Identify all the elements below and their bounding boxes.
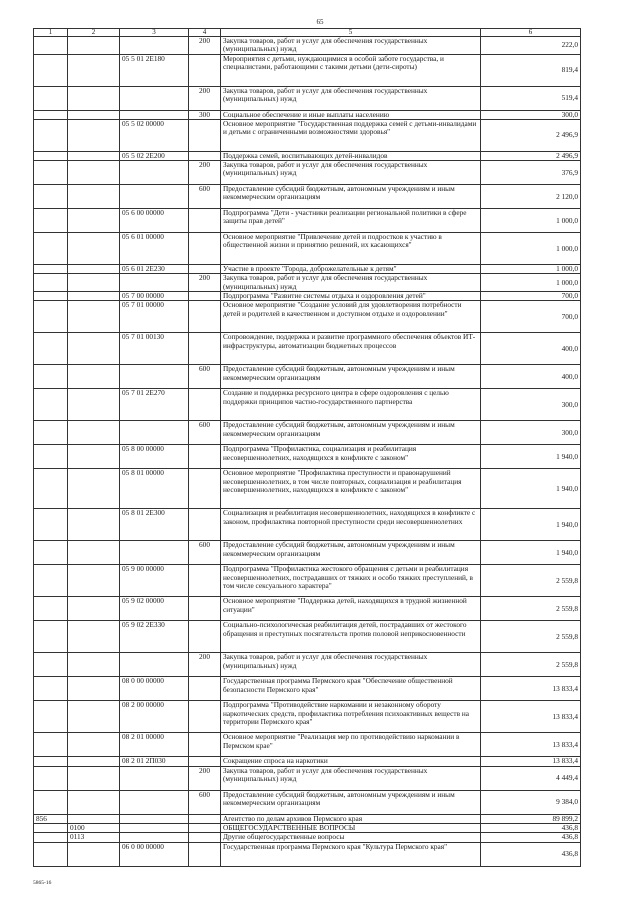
admin-code-cell <box>34 37 68 55</box>
section-code-cell <box>68 233 120 265</box>
target-code-cell: 05 8 01 2Е300 <box>120 509 189 541</box>
admin-code-cell <box>34 86 68 110</box>
admin-code-cell <box>34 541 68 565</box>
amount-cell: 1 940,0 <box>481 541 581 565</box>
target-code-cell: 08 2 01 00000 <box>120 733 189 757</box>
amount-cell: 2 496,9 <box>481 119 581 151</box>
budget-table <box>33 28 581 867</box>
table-row <box>34 151 581 160</box>
expense-type-cell <box>189 301 221 333</box>
table-row <box>34 842 581 866</box>
section-code-cell <box>68 292 120 301</box>
column-header: 4 <box>189 29 221 37</box>
description-cell: ОБЩЕГОСУДАРСТВЕННЫЕ ВОПРОСЫ <box>221 823 481 832</box>
expense-type-cell <box>189 54 221 86</box>
amount-cell: 2 496,9 <box>481 151 581 160</box>
admin-code-cell <box>34 823 68 832</box>
table-row <box>34 161 581 185</box>
target-code-cell: 05 5 01 2Е180 <box>120 54 189 86</box>
table-row <box>34 119 581 151</box>
admin-code-cell <box>34 185 68 209</box>
amount-cell: 1 000,0 <box>481 233 581 265</box>
amount-cell: 300,0 <box>481 110 581 119</box>
target-code-cell <box>120 790 189 814</box>
expense-type-cell <box>189 677 221 701</box>
table-row <box>34 274 581 292</box>
expense-type-cell <box>189 292 221 301</box>
expense-type-cell: 200 <box>189 653 221 677</box>
description-cell: Основное мероприятие "Привлечение детей и подростков к участию в общественной жизни и принятию решений, их касающихся" <box>221 233 481 265</box>
admin-code-cell <box>34 677 68 701</box>
amount-cell: 436,8 <box>481 833 581 842</box>
section-code-cell <box>68 274 120 292</box>
description-cell: Основное мероприятие "Создание условий для удовлетворения потребности детей и родителей в качественном и доступном отдыхе и оздоровлении" <box>221 301 481 333</box>
table-row <box>34 733 581 757</box>
expense-type-cell: 600 <box>189 185 221 209</box>
column-header: 2 <box>68 29 120 37</box>
section-code-cell <box>68 597 120 621</box>
target-code-cell: 05 5 02 2Е200 <box>120 151 189 160</box>
amount-cell: 1 940,0 <box>481 469 581 509</box>
description-cell: Социализация и реабилитация несовершеннолетних, находящихся в конфликте с законом, профилактика повторной преступности среди несовершеннолетних <box>221 509 481 541</box>
table-row <box>34 757 581 766</box>
section-code-cell <box>68 677 120 701</box>
target-code-cell <box>120 814 189 823</box>
amount-cell: 300,0 <box>481 421 581 445</box>
section-code-cell <box>68 119 120 151</box>
column-header: 3 <box>120 29 189 37</box>
amount-cell: 400,0 <box>481 365 581 389</box>
target-code-cell <box>120 766 189 790</box>
admin-code-cell <box>34 790 68 814</box>
expense-type-cell <box>189 233 221 265</box>
admin-code-cell <box>34 842 68 866</box>
section-code-cell <box>68 365 120 389</box>
expense-type-cell <box>189 509 221 541</box>
description-cell: Основное мероприятие "Реализация мер по противодействию наркомании в Пермском крае" <box>221 733 481 757</box>
expense-type-cell: 600 <box>189 790 221 814</box>
amount-cell: 9 384,0 <box>481 790 581 814</box>
amount-cell: 436,8 <box>481 823 581 832</box>
expense-type-cell: 200 <box>189 274 221 292</box>
section-code-cell <box>68 265 120 274</box>
description-cell: Участие в проекте "Города, доброжелательные к детям" <box>221 265 481 274</box>
target-code-cell <box>120 421 189 445</box>
description-cell: Подпрограмма "Профилактика жестокого обращения с детьми и реабилитация несовершеннолетних, пострадавших от тяжких и особо тяжких преступлений, в том числе сексуального характера" <box>221 565 481 597</box>
admin-code-cell <box>34 333 68 365</box>
table-row <box>34 209 581 233</box>
expense-type-cell: 200 <box>189 37 221 55</box>
admin-code-cell <box>34 274 68 292</box>
table-row <box>34 597 581 621</box>
amount-cell: 700,0 <box>481 301 581 333</box>
target-code-cell <box>120 161 189 185</box>
target-code-cell: 05 7 01 2Е270 <box>120 389 189 421</box>
section-code-cell <box>68 421 120 445</box>
target-code-cell <box>120 110 189 119</box>
expense-type-cell <box>189 209 221 233</box>
description-cell: Закупка товаров, работ и услуг для обеспечения государственных (муниципальных) нужд <box>221 161 481 185</box>
target-code-cell: 08 2 00 00000 <box>120 701 189 733</box>
target-code-cell <box>120 365 189 389</box>
section-code-cell <box>68 790 120 814</box>
table-row <box>34 233 581 265</box>
admin-code-cell <box>34 565 68 597</box>
table-row <box>34 292 581 301</box>
table-row <box>34 185 581 209</box>
expense-type-cell <box>189 265 221 274</box>
admin-code-cell <box>34 509 68 541</box>
target-code-cell: 08 0 00 00000 <box>120 677 189 701</box>
description-cell: Агентство по делам архивов Пермского края <box>221 814 481 823</box>
target-code-cell: 05 9 02 00000 <box>120 597 189 621</box>
admin-code-cell <box>34 757 68 766</box>
section-code-cell: 0113 <box>68 833 120 842</box>
amount-cell: 1 000,0 <box>481 209 581 233</box>
target-code-cell <box>120 185 189 209</box>
table-row <box>34 445 581 469</box>
expense-type-cell: 600 <box>189 365 221 389</box>
section-code-cell <box>68 333 120 365</box>
description-cell: Сопровождение, поддержка и развитие программного обеспечения объектов ИТ-инфраструктуры, автоматизации бюджетных процессов <box>221 333 481 365</box>
target-code-cell <box>120 653 189 677</box>
target-code-cell: 05 6 01 2Е230 <box>120 265 189 274</box>
expense-type-cell <box>189 823 221 832</box>
section-code-cell <box>68 301 120 333</box>
section-code-cell <box>68 653 120 677</box>
description-cell: Основное мероприятие "Профилактика преступности и правонарушений несовершеннолетних, в том числе повторных, социализация и реабилитация несовершеннолетних, находящихся в конфликте с законом" <box>221 469 481 509</box>
target-code-cell: 05 5 02 00000 <box>120 119 189 151</box>
expense-type-cell <box>189 151 221 160</box>
document-code: 5865-16 <box>33 880 52 886</box>
section-code-cell <box>68 757 120 766</box>
target-code-cell <box>120 823 189 832</box>
expense-type-cell: 600 <box>189 541 221 565</box>
description-cell: Социально-психологическая реабилитация детей, пострадавших от жестокого обращения и преступных посягательств против половой неприкосновенности <box>221 621 481 653</box>
target-code-cell: 06 0 00 00000 <box>120 842 189 866</box>
amount-cell: 376,9 <box>481 161 581 185</box>
target-code-cell: 05 7 00 00000 <box>120 292 189 301</box>
admin-code-cell <box>34 161 68 185</box>
description-cell: Подпрограмма "Противодействие наркомании и незаконному обороту наркотических средств, профилактика потребления психоактивных веществ на территории Пермского края" <box>221 701 481 733</box>
table-row <box>34 421 581 445</box>
admin-code-cell <box>34 833 68 842</box>
description-cell: Закупка товаров, работ и услуг для обеспечения государственных (муниципальных) нужд <box>221 86 481 110</box>
target-code-cell: 05 9 00 00000 <box>120 565 189 597</box>
page-number: 65 <box>316 18 324 26</box>
target-code-cell <box>120 833 189 842</box>
section-code-cell <box>68 701 120 733</box>
table-row <box>34 653 581 677</box>
column-header: 6 <box>481 29 581 37</box>
table-row <box>34 469 581 509</box>
admin-code-cell <box>34 151 68 160</box>
description-cell: Мероприятия с детьми, нуждающимися в особой заботе государства, и специалистами, работающими с такими детьми (дети-сироты) <box>221 54 481 86</box>
description-cell: Основное мероприятие "Государственная поддержка семей с детьми-инвалидами и детьми с ограниченными возможностями здоровья" <box>221 119 481 151</box>
section-code-cell <box>68 389 120 421</box>
section-code-cell <box>68 86 120 110</box>
table-row <box>34 823 581 832</box>
description-cell: Государственная программа Пермского края "Обеспечение общественной безопасности Пермского края" <box>221 677 481 701</box>
target-code-cell: 05 8 00 00000 <box>120 445 189 469</box>
section-code-cell <box>68 209 120 233</box>
target-code-cell: 05 7 01 00000 <box>120 301 189 333</box>
expense-type-cell <box>189 119 221 151</box>
description-cell: Другие общегосударственные вопросы <box>221 833 481 842</box>
amount-cell: 13 833,4 <box>481 677 581 701</box>
target-code-cell <box>120 541 189 565</box>
section-code-cell <box>68 151 120 160</box>
section-code-cell <box>68 185 120 209</box>
admin-code-cell <box>34 54 68 86</box>
description-cell: Предоставление субсидий бюджетным, автономным учреждениям и иным некоммерческим организациям <box>221 421 481 445</box>
table-row <box>34 389 581 421</box>
description-cell: Закупка товаров, работ и услуг для обеспечения государственных (муниципальных) нужд <box>221 274 481 292</box>
table-row <box>34 565 581 597</box>
description-cell: Подпрограмма "Развитие системы отдыха и оздоровления детей" <box>221 292 481 301</box>
column-number-row <box>34 29 581 37</box>
table-row <box>34 110 581 119</box>
target-code-cell <box>120 86 189 110</box>
amount-cell: 4 449,4 <box>481 766 581 790</box>
target-code-cell: 08 2 01 2П030 <box>120 757 189 766</box>
amount-cell: 1 000,0 <box>481 265 581 274</box>
description-cell: Подпрограмма "Дети - участники реализации региональной политики в сфере защиты прав детей" <box>221 209 481 233</box>
amount-cell: 13 833,4 <box>481 757 581 766</box>
amount-cell: 436,8 <box>481 842 581 866</box>
expense-type-cell <box>189 333 221 365</box>
amount-cell: 1 000,0 <box>481 274 581 292</box>
expense-type-cell: 200 <box>189 766 221 790</box>
target-code-cell <box>120 37 189 55</box>
admin-code-cell: 856 <box>34 814 68 823</box>
amount-cell: 222,0 <box>481 37 581 55</box>
section-code-cell <box>68 37 120 55</box>
expense-type-cell: 600 <box>189 421 221 445</box>
target-code-cell: 05 6 00 00000 <box>120 209 189 233</box>
section-code-cell <box>68 445 120 469</box>
admin-code-cell <box>34 209 68 233</box>
amount-cell: 2 120,0 <box>481 185 581 209</box>
target-code-cell: 05 7 01 00130 <box>120 333 189 365</box>
amount-cell: 89 899,2 <box>481 814 581 823</box>
admin-code-cell <box>34 597 68 621</box>
table-row <box>34 365 581 389</box>
table-row <box>34 790 581 814</box>
expense-type-cell <box>189 757 221 766</box>
amount-cell: 13 833,4 <box>481 733 581 757</box>
expense-type-cell <box>189 842 221 866</box>
amount-cell: 519,4 <box>481 86 581 110</box>
target-code-cell: 05 6 01 00000 <box>120 233 189 265</box>
expense-type-cell <box>189 565 221 597</box>
section-code-cell <box>68 565 120 597</box>
expense-type-cell <box>189 445 221 469</box>
table-row <box>34 766 581 790</box>
section-code-cell <box>68 733 120 757</box>
description-cell: Сокращение спроса на наркотики <box>221 757 481 766</box>
table-row <box>34 541 581 565</box>
amount-cell: 2 559,8 <box>481 597 581 621</box>
table-row <box>34 86 581 110</box>
description-cell: Предоставление субсидий бюджетным, автономным учреждениям и иным некоммерческим организациям <box>221 790 481 814</box>
description-cell: Предоставление субсидий бюджетным, автономным учреждениям и иным некоммерческим организациям <box>221 541 481 565</box>
expense-type-cell <box>189 621 221 653</box>
target-code-cell <box>120 274 189 292</box>
admin-code-cell <box>34 365 68 389</box>
description-cell: Социальное обеспечение и иные выплаты населению <box>221 110 481 119</box>
table-row <box>34 37 581 55</box>
description-cell: Закупка товаров, работ и услуг для обеспечения государственных (муниципальных) нужд <box>221 766 481 790</box>
expense-type-cell <box>189 469 221 509</box>
expense-type-cell: 200 <box>189 86 221 110</box>
table-row <box>34 677 581 701</box>
description-cell: Поддержка семей, воспитывающих детей-инвалидов <box>221 151 481 160</box>
amount-cell: 400,0 <box>481 333 581 365</box>
expense-type-cell <box>189 597 221 621</box>
admin-code-cell <box>34 301 68 333</box>
expense-type-cell <box>189 814 221 823</box>
section-code-cell <box>68 110 120 119</box>
section-code-cell: 0100 <box>68 823 120 832</box>
table-row <box>34 333 581 365</box>
target-code-cell: 05 9 02 2Е330 <box>120 621 189 653</box>
table-row <box>34 621 581 653</box>
column-header: 5 <box>221 29 481 37</box>
table-row <box>34 814 581 823</box>
section-code-cell <box>68 814 120 823</box>
expense-type-cell <box>189 833 221 842</box>
section-code-cell <box>68 509 120 541</box>
amount-cell: 2 559,8 <box>481 653 581 677</box>
table-row <box>34 833 581 842</box>
amount-cell: 300,0 <box>481 389 581 421</box>
section-code-cell <box>68 541 120 565</box>
description-cell: Создание и поддержка ресурсного центра в сфере оздоровления с целью поддержки принципов частно-государственного партнерства <box>221 389 481 421</box>
admin-code-cell <box>34 469 68 509</box>
budget-table-body <box>34 29 581 867</box>
admin-code-cell <box>34 110 68 119</box>
target-code-cell: 05 8 01 00000 <box>120 469 189 509</box>
admin-code-cell <box>34 621 68 653</box>
admin-code-cell <box>34 233 68 265</box>
amount-cell: 2 559,8 <box>481 565 581 597</box>
admin-code-cell <box>34 389 68 421</box>
admin-code-cell <box>34 421 68 445</box>
admin-code-cell <box>34 265 68 274</box>
amount-cell: 819,4 <box>481 54 581 86</box>
table-row <box>34 301 581 333</box>
expense-type-cell <box>189 733 221 757</box>
section-code-cell <box>68 766 120 790</box>
amount-cell: 2 559,8 <box>481 621 581 653</box>
admin-code-cell <box>34 119 68 151</box>
section-code-cell <box>68 842 120 866</box>
section-code-cell <box>68 54 120 86</box>
description-cell: Предоставление субсидий бюджетным, автономным учреждениям и иным некоммерческим организациям <box>221 365 481 389</box>
table-row <box>34 265 581 274</box>
amount-cell: 13 833,4 <box>481 701 581 733</box>
admin-code-cell <box>34 292 68 301</box>
description-cell: Закупка товаров, работ и услуг для обеспечения государственных (муниципальных) нужд <box>221 653 481 677</box>
amount-cell: 700,0 <box>481 292 581 301</box>
expense-type-cell: 300 <box>189 110 221 119</box>
admin-code-cell <box>34 653 68 677</box>
table-row <box>34 54 581 86</box>
admin-code-cell <box>34 766 68 790</box>
amount-cell: 1 940,0 <box>481 445 581 469</box>
description-cell: Государственная программа Пермского края "Культура Пермского края" <box>221 842 481 866</box>
admin-code-cell <box>34 701 68 733</box>
section-code-cell <box>68 621 120 653</box>
description-cell: Закупка товаров, работ и услуг для обеспечения государственных (муниципальных) нужд <box>221 37 481 55</box>
admin-code-cell <box>34 733 68 757</box>
table-row <box>34 509 581 541</box>
description-cell: Подпрограмма "Профилактика, социализация и реабилитация несовершеннолетних, находящихся в конфликте с законом" <box>221 445 481 469</box>
column-header: 1 <box>34 29 68 37</box>
section-code-cell <box>68 469 120 509</box>
expense-type-cell <box>189 389 221 421</box>
description-cell: Основное мероприятие "Поддержка детей, находящихся в трудной жизненной ситуации" <box>221 597 481 621</box>
section-code-cell <box>68 161 120 185</box>
description-cell: Предоставление субсидий бюджетным, автономным учреждениям и иным некоммерческим организациям <box>221 185 481 209</box>
expense-type-cell <box>189 701 221 733</box>
table-row <box>34 701 581 733</box>
expense-type-cell: 200 <box>189 161 221 185</box>
admin-code-cell <box>34 445 68 469</box>
amount-cell: 1 940,0 <box>481 509 581 541</box>
